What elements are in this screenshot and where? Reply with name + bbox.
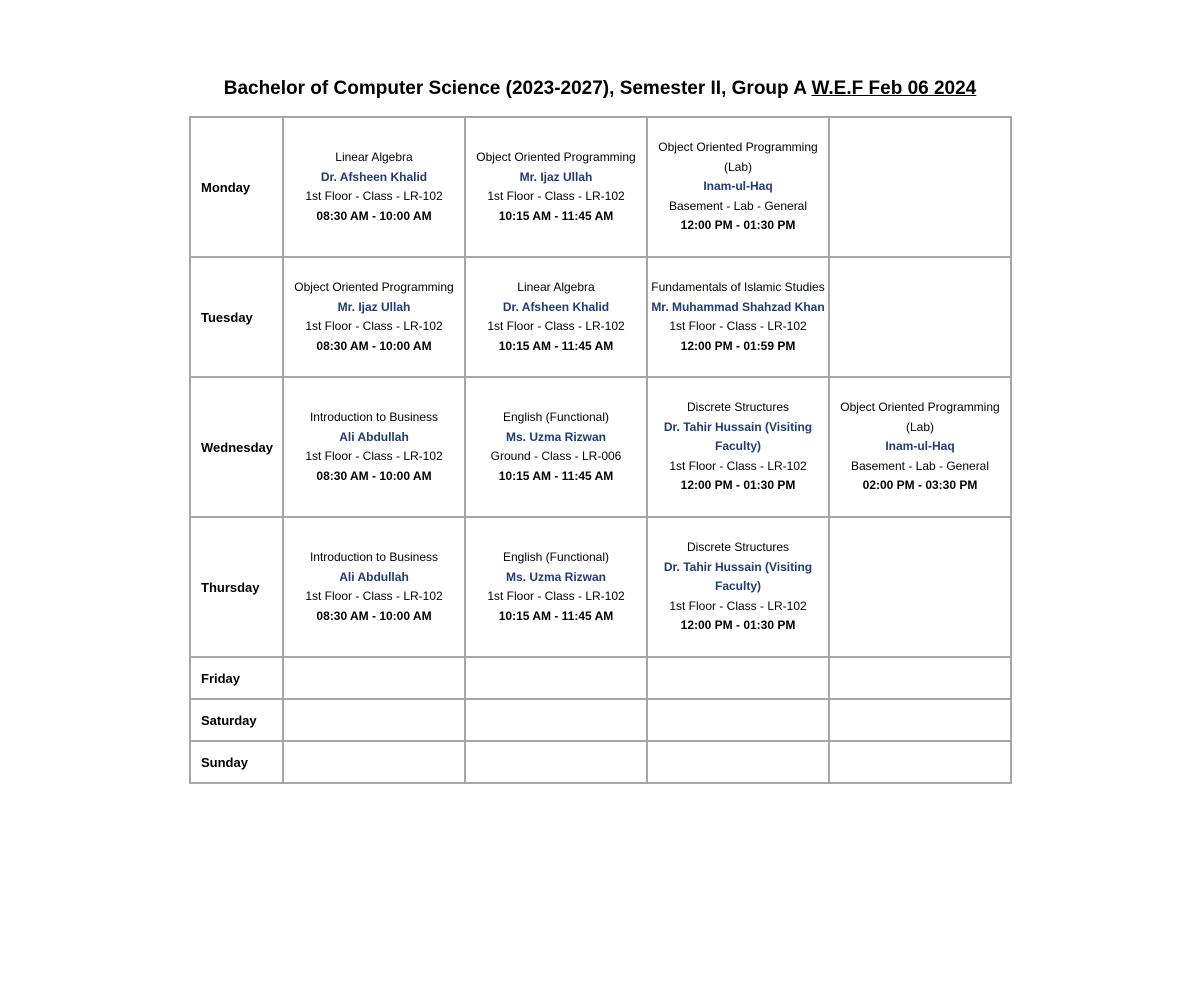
title-wef: W.E.F Feb 06 2024 — [811, 78, 977, 99]
room-location: Ground - Class - LR-006 — [490, 449, 622, 463]
time-range: 10:15 AM - 11:45 AM — [498, 468, 614, 483]
row-tuesday — [190, 257, 1011, 377]
day-label: Saturday — [190, 699, 283, 741]
slot-cell — [647, 517, 829, 657]
day-label: Thursday — [190, 517, 283, 657]
course-name: Object Oriented Programming (Lab) — [658, 140, 818, 174]
course-name: Object Oriented Programming — [476, 150, 636, 164]
teacher-name: Dr. Tahir Hussain (Visiting Faculty) — [663, 559, 813, 594]
row-wednesday — [190, 377, 1011, 517]
course-name: Introduction to Business — [309, 410, 439, 424]
empty-slot-cell — [465, 657, 647, 699]
time-range: 10:15 AM - 11:45 AM — [498, 208, 614, 223]
day-label: Sunday — [190, 741, 283, 783]
empty-slot-cell — [829, 117, 1011, 257]
teacher-name: Inam-ul-Haq — [885, 439, 955, 454]
time-range: 10:15 AM - 11:45 AM — [498, 338, 614, 353]
empty-slot-cell — [829, 517, 1011, 657]
teacher-name: Ms. Uzma Rizwan — [505, 429, 607, 444]
time-range: 12:00 PM - 01:30 PM — [680, 218, 796, 233]
day-label: Wednesday — [190, 377, 283, 517]
title-main: Bachelor of Computer Science (2023-2027), Semester II, Group A — [223, 78, 807, 99]
slot-cell — [465, 257, 647, 377]
course-name: Linear Algebra — [335, 150, 413, 164]
room-location: 1st Floor - Class - LR-102 — [487, 189, 625, 203]
empty-slot-cell — [283, 699, 465, 741]
course-name: English (Functional) — [502, 550, 610, 564]
course-name: Introduction to Business — [309, 550, 439, 564]
row-friday — [190, 657, 1011, 699]
day-label: Tuesday — [190, 257, 283, 377]
slot-cell — [647, 377, 829, 517]
slot-cell — [829, 377, 1011, 517]
slot-cell — [283, 377, 465, 517]
room-location: 1st Floor - Class - LR-102 — [487, 589, 625, 603]
room-location: 1st Floor - Class - LR-102 — [669, 598, 807, 613]
empty-slot-cell — [465, 699, 647, 741]
time-range: 12:00 PM - 01:30 PM — [680, 618, 796, 633]
teacher-name: Dr. Tahir Hussain (Visiting Faculty) — [663, 419, 813, 454]
slot-cell — [283, 257, 465, 377]
time-range: 08:30 AM - 10:00 AM — [316, 338, 432, 353]
room-location: 1st Floor - Class - LR-102 — [487, 319, 625, 333]
room-location: 1st Floor - Class - LR-102 — [305, 449, 443, 463]
teacher-name: Dr. Afsheen Khalid — [502, 299, 610, 314]
room-location: Basement - Lab - General — [850, 458, 990, 473]
time-range: 08:30 AM - 10:00 AM — [316, 608, 432, 623]
course-name: Linear Algebra — [517, 280, 595, 294]
room-location: 1st Floor - Class - LR-102 — [305, 319, 443, 333]
empty-slot-cell — [465, 741, 647, 783]
course-name: Fundamentals of Islamic Studies — [651, 280, 825, 294]
empty-slot-cell — [647, 741, 829, 783]
slot-cell — [465, 517, 647, 657]
empty-slot-cell — [647, 657, 829, 699]
room-location: 1st Floor - Class - LR-102 — [305, 189, 443, 203]
teacher-name: Ali Abdullah — [339, 569, 409, 584]
empty-slot-cell — [829, 699, 1011, 741]
time-range: 02:00 PM - 03:30 PM — [862, 478, 978, 493]
room-location: Basement - Lab - General — [668, 198, 808, 213]
empty-slot-cell — [829, 741, 1011, 783]
slot-cell — [647, 257, 829, 377]
empty-slot-cell — [647, 699, 829, 741]
course-name: Discrete Structures — [686, 540, 790, 555]
row-monday — [190, 117, 1011, 257]
day-label: Friday — [190, 657, 283, 699]
room-location: 1st Floor - Class - LR-102 — [305, 589, 443, 603]
row-sunday — [190, 741, 1011, 783]
time-range: 08:30 AM - 10:00 AM — [316, 208, 432, 223]
course-name: Object Oriented Programming (Lab) — [840, 400, 1000, 434]
empty-slot-cell — [283, 741, 465, 783]
slot-cell — [465, 117, 647, 257]
timetable — [189, 116, 1012, 784]
empty-slot-cell — [829, 657, 1011, 699]
slot-cell — [647, 117, 829, 257]
day-label: Monday — [190, 117, 283, 257]
teacher-name: Mr. Muhammad Shahzad Khan — [651, 299, 825, 314]
teacher-name: Inam-ul-Haq — [703, 179, 773, 194]
teacher-name: Ms. Uzma Rizwan — [505, 569, 607, 584]
empty-slot-cell — [283, 657, 465, 699]
slot-cell — [283, 517, 465, 657]
teacher-name: Mr. Ijaz Ullah — [519, 169, 593, 184]
time-range: 12:00 PM - 01:59 PM — [680, 338, 796, 353]
teacher-name: Dr. Afsheen Khalid — [320, 169, 428, 184]
teacher-name: Mr. Ijaz Ullah — [337, 299, 411, 314]
time-range: 12:00 PM - 01:30 PM — [680, 478, 796, 493]
empty-slot-cell — [829, 257, 1011, 377]
room-location: 1st Floor - Class - LR-102 — [669, 458, 807, 473]
slot-cell — [283, 117, 465, 257]
slot-cell — [465, 377, 647, 517]
course-name: English (Functional) — [502, 410, 610, 424]
row-thursday — [190, 517, 1011, 657]
time-range: 10:15 AM - 11:45 AM — [498, 608, 614, 623]
teacher-name: Ali Abdullah — [339, 429, 409, 444]
course-name: Object Oriented Programming — [294, 280, 454, 294]
time-range: 08:30 AM - 10:00 AM — [316, 468, 432, 483]
room-location: 1st Floor - Class - LR-102 — [669, 319, 807, 333]
page-title — [0, 78, 1200, 100]
row-saturday — [190, 699, 1011, 741]
course-name: Discrete Structures — [686, 400, 790, 415]
